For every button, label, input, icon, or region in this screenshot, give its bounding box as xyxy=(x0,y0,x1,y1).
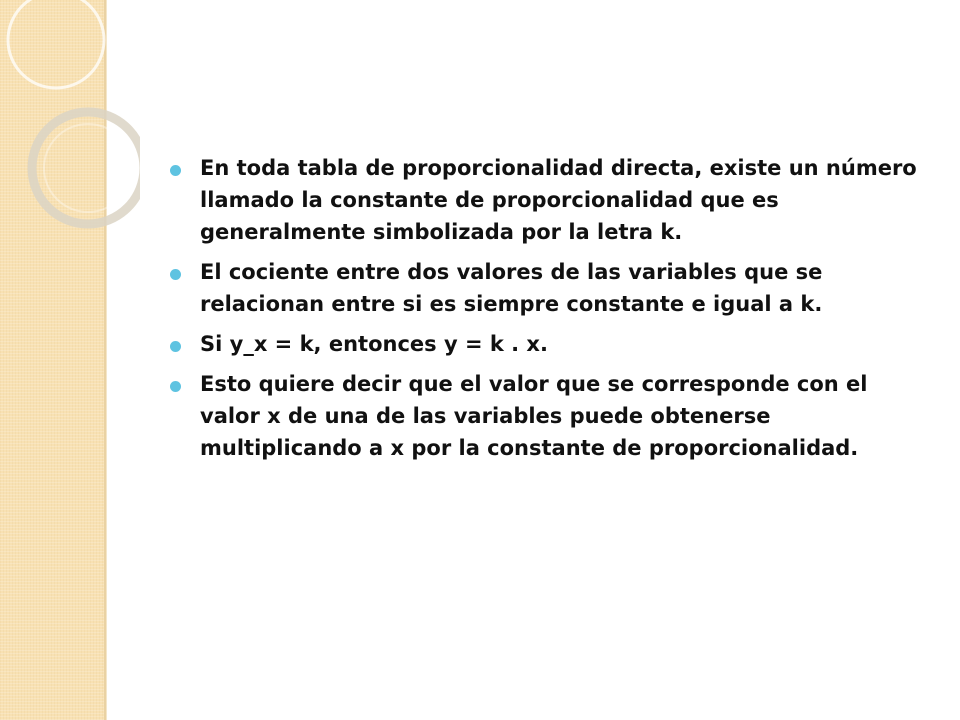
bullet-item xyxy=(170,256,920,320)
bullet-text: Esto quiere decir que el valor que se corresponde con el valor x de una de las variables puede obtenerse multiplicando a x por la constante de proporcionalidad. xyxy=(200,372,868,460)
bullet-dot-icon xyxy=(170,341,181,352)
bullet-item xyxy=(170,328,920,360)
bullet-text: El cociente entre dos valores de las variables que se relacionan entre si es siempre constante e igual a k. xyxy=(200,260,823,316)
bullet-item xyxy=(170,152,920,248)
slide-content xyxy=(170,152,920,472)
bullet-dot-icon xyxy=(170,381,181,392)
decorative-circle-ring xyxy=(32,112,140,224)
bullet-dot-icon xyxy=(170,269,181,280)
bullet-text: Si y_x = k, entonces y = k . x. xyxy=(200,332,548,356)
bullet-item xyxy=(170,368,920,464)
decorative-circle-top xyxy=(8,0,104,88)
decorative-circle-ring-inner xyxy=(44,124,132,212)
decorative-circles xyxy=(0,0,140,260)
bullet-list xyxy=(170,152,920,464)
bullet-dot-icon xyxy=(170,165,181,176)
bullet-text: En toda tabla de proporcionalidad directa, existe un número llamado la constante de proporcionalidad que es generalmente simbolizada por la letra k. xyxy=(200,156,917,244)
